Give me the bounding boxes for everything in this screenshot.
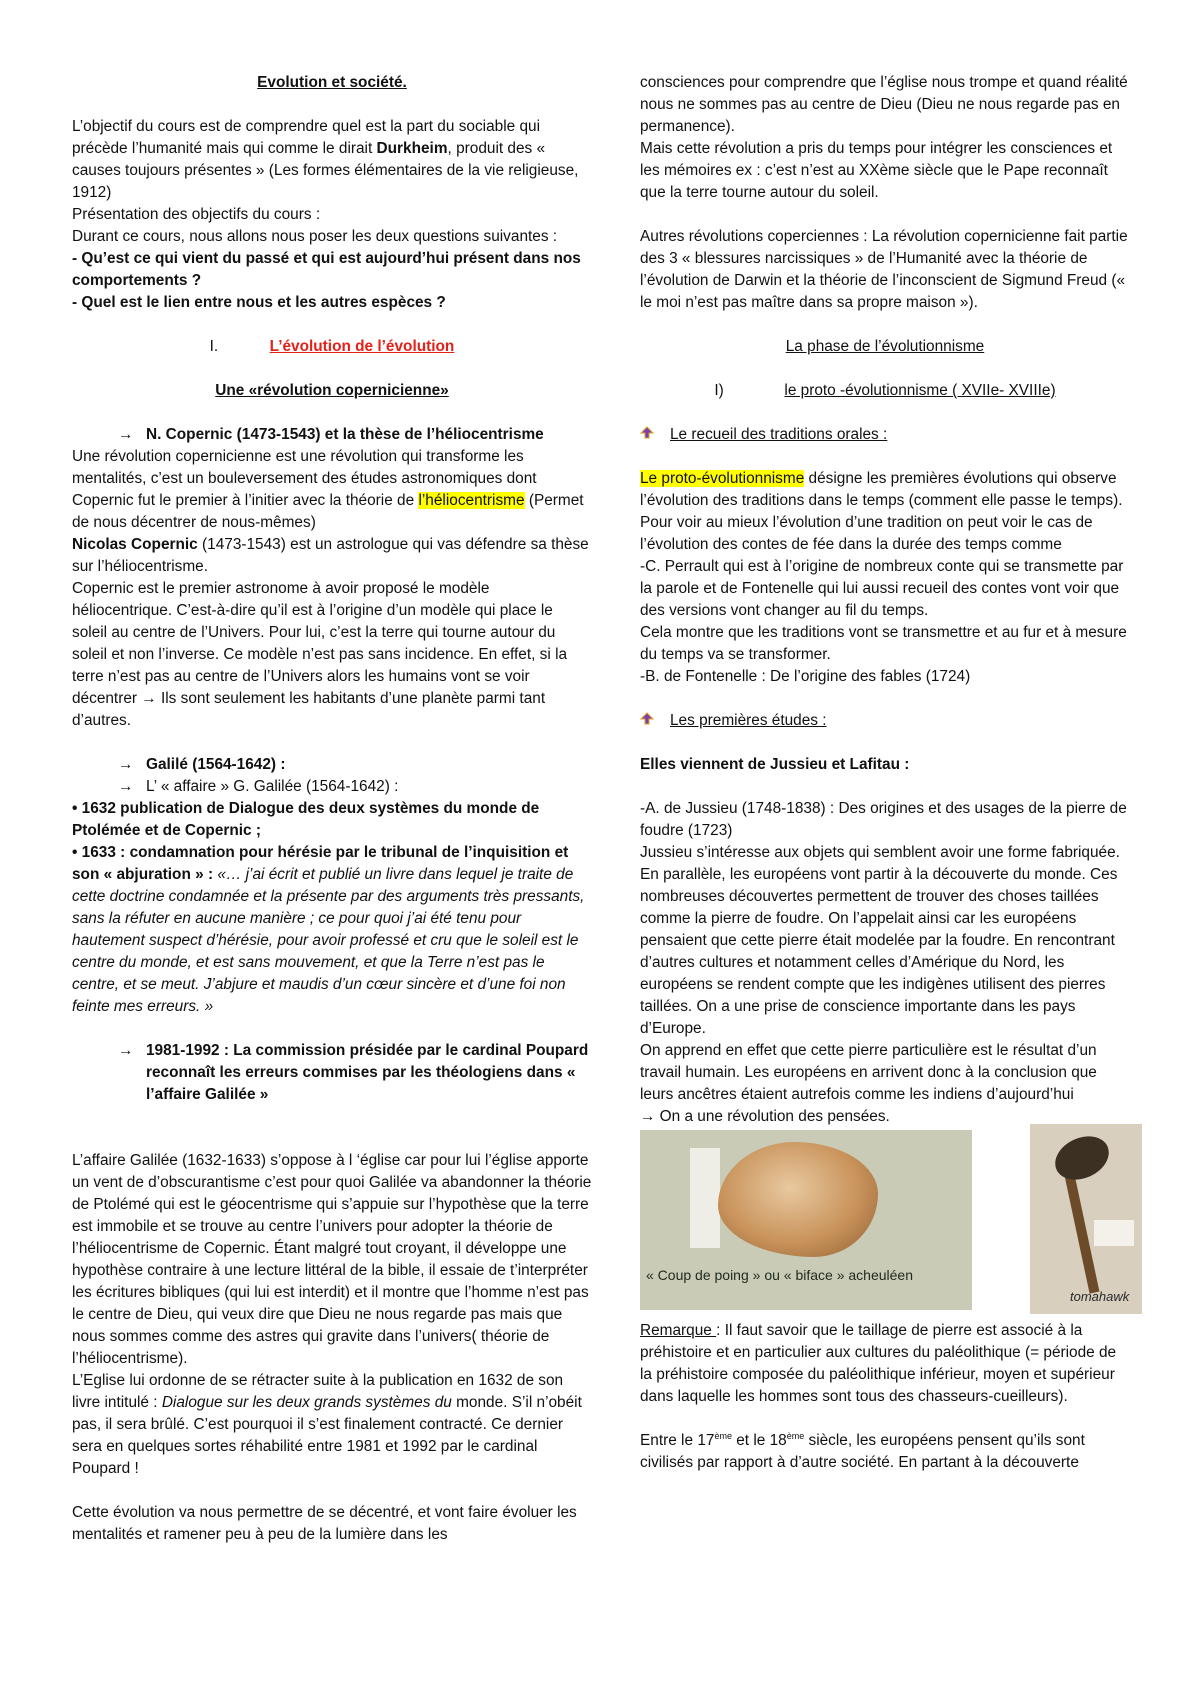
remarque-text: : Il faut savoir que le taillage de pierre est associé à la préhistoire et en particulier aux cultures du paléolithique (= période de la préhistoire composée du paléolithique inférieur, moyen et supérieur dans laquelle les hommes sont tous des chasseurs-cueilleurs). <box>640 1322 1117 1405</box>
section-heading-1 <box>72 336 592 358</box>
remarque-label: Remarque <box>640 1322 717 1339</box>
continuation-paragraph: consciences pour comprendre que l’église nous trompe et quand réalité nous ne sommes pas au centre de Dieu (Dieu ne nous regarde pas en permanence). <box>640 74 1128 135</box>
premieres-heading <box>640 710 1130 732</box>
entre-sup-1: ème <box>714 1430 732 1441</box>
biface-stone <box>718 1142 878 1257</box>
fontenelle-paragraph: -B. de Fontenelle : De l’origine des fables (1724) <box>640 668 971 685</box>
eglise-b: monde. S’il n’obéit pas, il sera brûlé. C’est pourquoi il s’est finalement contracté. Ce dernier sera en quelques sortes réhabilité entre 1981 et 1992 par le cardinal Poupard ! <box>72 1394 582 1477</box>
galilee-heading <box>72 754 592 776</box>
proto-highlight: Le proto-évolutionnisme <box>640 470 805 487</box>
entre-b: et le 18 <box>731 1432 787 1449</box>
pourvoir-paragraph: Pour voir au mieux l’évolution d’une tradition on peut voir le cas de l’évolution des contes de fée dans la durée des temps comme <box>640 514 1093 553</box>
galilee-bullet-2 <box>72 842 592 1018</box>
left-column <box>72 72 592 1546</box>
phase-title: La phase de l’évolutionnisme <box>785 338 985 355</box>
copernic-p1-b: (Permet de nous décentrer de nous-mêmes) <box>72 492 584 531</box>
questions-intro: Durant ce cours, nous allons nous poser les deux questions suivantes : <box>72 228 558 245</box>
recueil-text: Le recueil des traditions orales : <box>670 426 888 443</box>
autres-paragraph: Autres révolutions coperciennes : La révolution copernicienne fait partie des 3 « blessures narcissiques » de l’Humanité avec la théorie de l’évolution de Darwin et la théorie de l’inconscient de Sigmund Freud (« le moi n’est pas maître dans sa propre maison »). <box>640 228 1128 311</box>
copernic-p1-a: Une révolution copernicienne est une révolution qui transforme les mentalités, c’est un bouleversement des études astronomiques dont Copernic fut le premier à l’initier avec la théorie de <box>72 448 537 509</box>
intro-text-a: L’objectif du cours est de comprendre quel est la part du sociable qui précède l’humanité mais qui comme le dirait <box>72 118 540 157</box>
pointing-hand-icon <box>640 424 670 446</box>
last-paragraph: Cette évolution va nous permettre de se décentré, et vont faire évoluer les mentalités et ramener peu à peu de la lumière dans les <box>72 1504 577 1543</box>
revolution-paragraph: Mais cette révolution a pris du temps pour intégrer les consciences et les mémoires ex : c’est n’est au XXème siècle que le Pape reconnaît que la terre tourne autour du soleil. <box>640 140 1113 201</box>
proto-text: désigne les premières évolutions qui observe l’évolution des traditions dans le temps (comment elle passe le temps). <box>640 470 1123 509</box>
eglise-a: L’Eglise lui ordonne de se rétracter suite à la publication en 1632 de son livre intitulé : <box>72 1372 564 1411</box>
question-2: - Quel est le lien entre nous et les autres espèces ? <box>72 294 446 311</box>
parallele-paragraph: En parallèle, les européens vont partir à la découverte du monde. Ces nombreuses découvertes permettent de trouver des choses taillées comme la pierre de foudre. On l’appelait ainsi car les européens pensaient que cette pierre était modelée par la foudre. En rencontrant d’autres cultures et notamment celles d’Amérique du Nord, les européens se rendent compte que les indigènes utilisent des pierres taillées. On a une prise de conscience importante dans les pays d’Europe. <box>640 866 1118 1037</box>
copernic-paragraph-1 <box>72 446 592 534</box>
section-number: I. <box>209 338 219 355</box>
commission-heading <box>72 1040 592 1106</box>
eglise-book-title: Dialogue sur les deux grands systèmes du <box>161 1394 452 1411</box>
copernic-heading <box>72 424 592 446</box>
copernic-name: Nicolas Copernic <box>72 536 198 553</box>
premieres-text: Les premières études : <box>670 712 827 729</box>
jussieu-reference: -A. de Jussieu (1748-1838) : Des origines et des usages de la pierre de foudre (1723) <box>640 800 1127 839</box>
pointing-hand-icon <box>640 710 670 732</box>
copernic-p2-b: (1473-1543) est un astrologue qui vas défendre sa thèse sur l’héliocentrisme. <box>72 536 589 575</box>
tomahawk-caption: tomahawk <box>1070 1289 1130 1304</box>
figures-row <box>640 1130 1130 1320</box>
objectives-line: Présentation des objectifs du cours : <box>72 206 321 223</box>
affaire-paragraph: L’affaire Galilée (1632-1633) s’oppose à l ‘église car pour lui l’église apporte un vent de d’obscurantisme c’est pour quoi Galilée va abandonner la théorie de Ptolémé qui est le géocentrisme qui s’appuie sur l’hypothèse que la terre est immobile et se trouve au centre l’univers pour adopter la théorie de l’héliocentrisme de Copernic. Étant malgré tout croyant, il développe une hypothèse contraire à une lecture littéral de la bible, il essaie de t’interpréter les écritures bibliques (qui lui est interdit) et il montre que l’homme n’est pas le centre de Dieu, qui veux dire que Dieu ne nous regarde pas mais que nous sommes comme des astres qui gravite dans l’univers( théorie de l’héliocentrisme). <box>72 1152 592 1367</box>
section-heading-proto <box>640 380 1130 402</box>
tomahawk-image <box>1030 1124 1142 1314</box>
heliocentrism-highlight: l’héliocentrisme <box>418 492 525 509</box>
copernic-paragraph-3: Copernic est le premier astronome à avoir proposé le modèle héliocentrique. C’est-à-dire qu’il est à l’origine d’un modèle qui place le soleil au centre de l’Univers. Pour lui, c’est la terre qui tourne autour du soleil et non l’inverse. Ce modèle n’est pas sans incidence. En effet, si la terre n’est pas au centre de l’Univers alors les humains vont se voir décentrer → Ils sont seulement les habitants d’une planète parmi tant d’autres. <box>72 580 568 729</box>
proto-paragraph <box>640 468 1130 512</box>
biface-caption: « Coup de poing » ou « biface » acheuléen <box>646 1267 913 1283</box>
section-number-right: I) <box>714 382 724 399</box>
perrault-paragraph: -C. Perrault qui est à l’origine de nombreux conte qui se transmette par la parole et de Fontenelle qui lui aussi recueil des contes vont voir que des versions vont changer au fil du temps. <box>640 558 1124 619</box>
right-arrow-icon: → <box>118 778 134 795</box>
section-title-right: le proto -évolutionnisme ( XVIIe- XVIIIe) <box>784 382 1056 399</box>
entre-paragraph <box>640 1430 1130 1474</box>
apprend-paragraph: On apprend en effet que cette pierre particulière est le résultat d’un travail humain. Les européens en arrivent donc à la conclusion que leurs ancêtres étaient autrefois comme les indiens d’aujourd’hui <box>640 1042 1097 1103</box>
scale-ruler <box>690 1148 720 1248</box>
galilee-bullet-1: • 1632 publication de Dialogue des deux systèmes du monde de Ptolémée et de Copernic ; <box>72 800 540 839</box>
section-title: L’évolution de l’évolution <box>269 338 455 355</box>
tomahawk-head <box>1048 1128 1116 1188</box>
jussieu-paragraph: Jussieu s’intéresse aux objets qui semblent avoir une forme fabriquée. <box>640 844 1120 861</box>
galilee-heading-text: Galilé (1564-1642) : <box>146 756 286 773</box>
right-arrow-icon: → <box>118 426 134 443</box>
recueil-heading <box>640 424 1130 446</box>
commission-text: 1981-1992 : La commission présidée par le cardinal Poupard reconnaît les erreurs commises par les théologiens dans « l’affaire Galilée » <box>146 1042 589 1103</box>
cela-paragraph: Cela montre que les traditions vont se transmettre et au fur et à mesure du temps va se transformer. <box>640 624 1127 663</box>
galilee-b2-bold: • 1633 : condamnation pour hérésie par le tribunal de l’inquisition et son « abjuration » : <box>72 844 569 883</box>
right-column <box>640 72 1130 1474</box>
copernic-heading-text: N. Copernic (1473-1543) et la thèse de l’héliocentrisme <box>146 426 544 443</box>
biface-image <box>640 1130 972 1310</box>
galilee-affaire-text: L’ « affaire » G. Galilée (1564-1642) : <box>146 778 399 795</box>
entre-sup-2: ème <box>786 1430 805 1441</box>
pensees-line: → On a une révolution des pensées. <box>640 1108 890 1125</box>
intro-durkheim: Durkheim <box>376 140 448 157</box>
galilee-affaire <box>72 776 592 798</box>
intro-text-b: , produit des « causes toujours présentes » (Les formes élémentaires de la vie religieuse, 1912) <box>72 140 579 201</box>
entre-c: siècle, les européens pensent qu’ils sont civilisés par rapport à d’autre société. En partant à la découverte <box>640 1432 1085 1471</box>
copernic-paragraph-2 <box>72 534 592 578</box>
question-1: - Qu’est ce qui vient du passé et qui est aujourd’hui présent dans nos comportements ? <box>72 250 581 289</box>
intro-paragraph <box>72 116 592 204</box>
right-arrow-icon: → <box>118 1042 134 1059</box>
abjuration-quote: «… j’ai écrit et publié un livre dans lequel je traite de cette doctrine condamnée et la présente par des arguments très pressants, sans la réfuter en aucune manière ; ce pour quoi j’ai été tenu pour hautement suspect d’hérésie, pour avoir professé et cru que le soleil est le centre du monde, et est sans mouvement, et que la Terre n’est pas le centre, et se meut. J’abjure et maudis d’un cœur sincère et d’une foi non feinte mes erreurs. » <box>72 866 585 1015</box>
right-arrow-icon: → <box>118 756 134 773</box>
jussieu-heading: Elles viennent de Jussieu et Lafitau : <box>640 756 910 773</box>
entre-a: Entre le 17 <box>640 1432 715 1449</box>
subtitle-copernic: Une «révolution copernicienne» <box>215 382 449 399</box>
eglise-paragraph <box>72 1370 592 1480</box>
remarque-paragraph <box>640 1320 1130 1408</box>
museum-tag <box>1094 1220 1134 1246</box>
doc-title: Evolution et société. <box>257 74 407 91</box>
